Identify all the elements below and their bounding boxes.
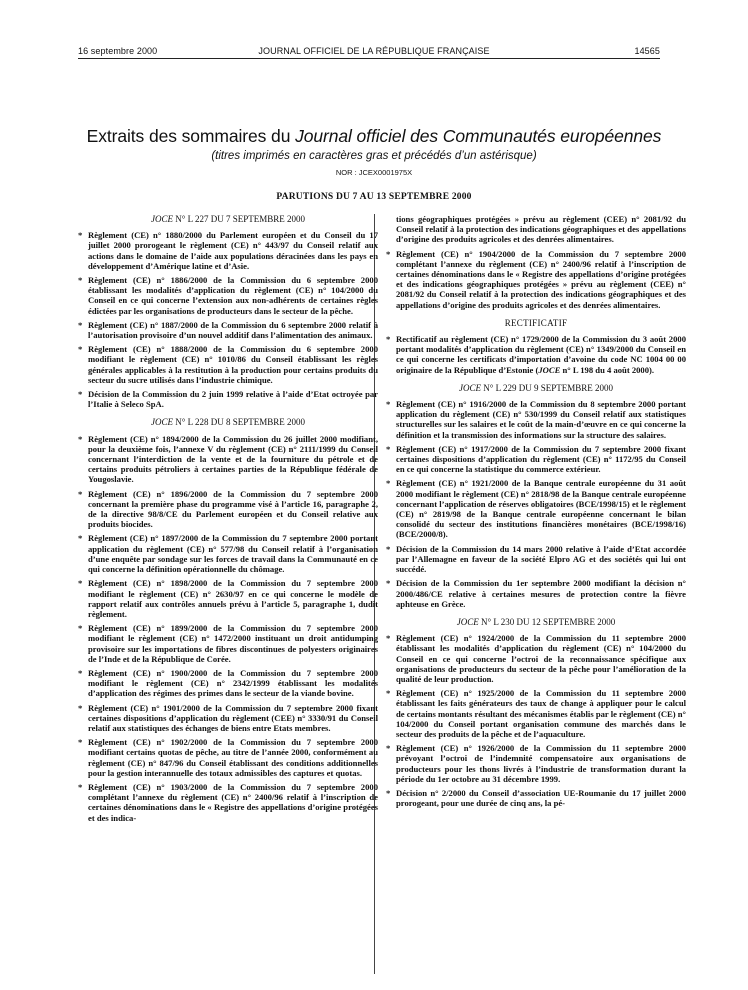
section-heading-text: N° L 230 DU 12 SEPTEMBRE 2000 <box>478 616 616 627</box>
entry-text: Rectificatif au règlement (CE) n° 1729/2000 de la Commission du 3 août 2000 portant modalités d’application du règlement (CE) n° 1349/2000 du Conseil en ce qui concerne les certificats d’importation d’avoine du code NC 1004 00 00 originaire de la République d’Estonie ( <box>396 334 686 375</box>
entry-text: tions géographiques protégées » prévu au règlement (CEE) n° 2081/92 du Conseil relatif à la protection des indications géographiques et des appellations d’origine des produits agricoles et des denrées alimentaires. <box>396 214 686 245</box>
asterisk-marker: * <box>78 578 83 589</box>
section-heading-text: N° L 228 DU 8 SEPTEMBRE 2000 <box>172 417 306 428</box>
entry-text: Règlement (CE) n° 1888/2000 de la Commission du 6 septembre 2000 modifiant le règlement (CE) n° 1010/86 du Conseil établissant les règles générales applicables à la restitution à la production pour certains produits du secteur du sucre utilisés dans l’industrie chimique. <box>88 344 378 385</box>
entry-text: Règlement (CE) n° 1924/2000 de la Commission du 11 septembre 2000 établissant les modalités d’application du règlement (CE) n° 104/2000 du Conseil en ce qui concerne l’octroi de la reconnaissance spécifique aux organisations de producteurs du secteur de la pêche pour l’amélioration de la qualité de leur production. <box>396 633 686 684</box>
entry-text: Règlement (CE) n° 1916/2000 de la Commission du 8 septembre 2000 portant application du règlement (CE) n° 530/1999 du Conseil relatif aux statistiques structurelles sur les salaires et le coût de la main-d’œuvre en ce qui concerne la définition et la transmission des informations sur la structure des salaires. <box>396 399 686 440</box>
list-item <box>78 623 378 664</box>
asterisk-marker: * <box>78 389 83 400</box>
entry-text: Règlement (CE) n° 1903/2000 de la Commission du 7 septembre 2000 complétant l’annexe du règlement (CE) n° 2400/96 relatif à l’inscription de certaines dénominations dans le « Registre des appellations d’origine protégées et des indica- <box>88 781 378 823</box>
entry-text: Décision n° 2/2000 du Conseil d’association UE-Roumanie du 17 juillet 2000 prorogeant, pour une durée de cinq ans, la pé- <box>396 787 686 809</box>
left-column <box>78 214 378 984</box>
joce-label: JOCE <box>150 214 173 224</box>
rectificatif-heading: RECTIFICATIF <box>504 317 568 328</box>
asterisk-marker: * <box>78 533 83 544</box>
entry-text: Règlement (CE) n° 1898/2000 de la Commission du 7 septembre 2000 modifiant le règlement (CE) n° 2630/97 en ce qui concerne le modèle de rapport relatif aux contrôles annuels prévu à l’article 5, paragraphe 1, dudit règlement. <box>88 578 378 619</box>
asterisk-marker: * <box>78 319 83 330</box>
list-item <box>386 399 686 440</box>
nor-reference: NOR : JCEX0001975X <box>335 168 413 177</box>
asterisk-marker: * <box>386 443 391 454</box>
asterisk-marker: * <box>386 248 391 259</box>
joce-label: JOCE <box>538 364 561 375</box>
entry-text: Règlement (CE) n° 1896/2000 de la Commission du 7 septembre 2000 concernant la première phase du programme visé à l’article 16, paragraphe 2, de la directive 98/8/CE du Parlement européen et du Conseil relative aux produits biocides. <box>88 488 378 530</box>
header-date: 16 septembre 2000 <box>78 46 158 56</box>
list-item <box>386 444 686 475</box>
section-heading-text: N° L 229 DU 9 SEPTEMBRE 2000 <box>480 382 614 393</box>
list-item <box>386 249 686 310</box>
entry-text: Décision de la Commission du 2 juin 1999 relative à l’aide d’Etat octroyée par l’Italie à Seleco SpA. <box>88 389 378 410</box>
asterisk-marker: * <box>78 344 83 355</box>
section-heading-text: N° L 227 DU 7 SEPTEMBRE 2000 <box>172 214 306 224</box>
entry-text: Règlement (CE) n° 1902/2000 de la Commission du 7 septembre 2000 modifiant certains quotas de pêche, au titre de l’année 2000, conformément au règlement (CE) n° 847/96 du Conseil établissant des conditions additionnelles pour la gestion interannuelle des totaux admissibles des captures et quotas. <box>88 737 378 778</box>
asterisk-marker: * <box>386 787 391 798</box>
asterisk-marker: * <box>78 667 83 678</box>
entry-text: Règlement (CE) n° 1894/2000 de la Commission du 26 juillet 2000 modifiant, pour la deuxième fois, l’annexe V du règlement (CE) n° 2111/1999 du Conseil concernant l’interdiction de la vente et de la fourniture du pétrole et de certains produits pétroliers à certaines parties de la République fédérale de Yougoslavie. <box>88 433 378 485</box>
asterisk-marker: * <box>386 478 391 489</box>
list-item <box>78 344 378 385</box>
list-item <box>386 544 686 575</box>
list-item <box>78 668 378 699</box>
asterisk-marker: * <box>78 737 83 748</box>
entry-text: Règlement (CE) n° 1880/2000 du Parlement européen et du Conseil du 17 juillet 2000 prorogeant le règlement (CE) n° 443/97 du Conseil relatif aux actions dans le domaine de l’aide aux populations déracinées dans les pays en développement d’Amérique latine et d’Asie. <box>88 230 378 271</box>
list-item <box>78 434 378 485</box>
asterisk-marker: * <box>386 633 391 644</box>
asterisk-marker: * <box>386 399 391 410</box>
entry-text: Règlement (CE) n° 1887/2000 de la Commission du 6 septembre 2000 relatif à l’autorisation provisoire d’un nouvel additif dans l’alimentation des animaux. <box>88 319 378 341</box>
list-item <box>386 788 686 808</box>
entry-text: Règlement (CE) n° 1901/2000 de la Commission du 7 septembre 2000 fixant certaines dispositions d’application du règlement (CEE) n° 3330/91 du Conseil relatif aux statistiques des échanges de biens entre Etats membres. <box>88 702 378 733</box>
asterisk-marker: * <box>78 702 83 713</box>
page-header <box>0 42 748 58</box>
document-subtitle: (titres imprimés en caractères gras et précédés d’un astérisque) <box>211 150 537 162</box>
asterisk-marker: * <box>78 230 83 241</box>
list-item <box>386 478 686 539</box>
asterisk-marker: * <box>78 488 83 499</box>
asterisk-marker: * <box>78 433 83 444</box>
list-item <box>78 737 378 778</box>
section-heading <box>78 417 378 427</box>
entry-text: Règlement (CE) n° 1900/2000 de la Commission du 7 septembre 2000 modifiant le règlement (CE) n° 2342/1999 établissant les modalités d’application des régimes des primes dans le secteur de la viande bovine. <box>88 667 378 699</box>
entry-text-end: n° L 198 du 4 août 2000). <box>560 364 655 375</box>
list-item <box>386 334 686 375</box>
list-item <box>78 320 378 340</box>
list-item <box>78 275 378 316</box>
asterisk-marker: * <box>78 275 83 286</box>
list-item <box>78 578 378 619</box>
entry-text: Règlement (CE) n° 1917/2000 de la Commission du 7 septembre 2000 fixant certaines dispositions d’application du règlement (CE) n° 1172/95 du Conseil en ce qui concerne la statistique du commerce extérieur. <box>396 443 686 475</box>
header-journal-title: JOURNAL OFFICIEL DE LA RÉPUBLIQUE FRANÇAISE <box>258 46 490 56</box>
list-item <box>386 578 686 609</box>
entry-text: Décision de la Commission du 1er septembre 2000 modifiant la décision n° 2000/486/CE relative à certaines mesures de protection contre la fièvre aphteuse en Grèce. <box>396 578 686 609</box>
asterisk-marker: * <box>78 623 83 634</box>
asterisk-marker: * <box>78 781 83 792</box>
entry-text: Règlement (CE) n° 1886/2000 de la Commission du 6 septembre 2000 établissant les modalités d’application du règlement (CE) n° 104/2000 du Conseil en ce qui concerne l’extension aux non-adhérents de certaines règles édictées par les organisations de producteurs dans le secteur de la pêche. <box>88 275 378 316</box>
list-item <box>78 533 378 574</box>
list-item <box>78 703 378 734</box>
list-item <box>78 389 378 409</box>
section-heading <box>386 617 686 627</box>
document-title <box>0 126 748 147</box>
list-item <box>386 688 686 739</box>
joce-label: JOCE <box>150 417 173 428</box>
header-rule <box>78 58 660 59</box>
title-part-1: Extraits des sommaires du <box>86 126 296 146</box>
parutions-heading: PARUTIONS DU 7 AU 13 SEPTEMBRE 2000 <box>276 192 472 202</box>
entry-text: Règlement (CE) n° 1921/2000 de la Banque centrale européenne du 31 août 2000 modifiant le règlement (CE) n° 2818/98 de la Banque centrale européenne concernant l’application de réserves obligatoires (BCE/1998/15) et le règlement (CE) n° 2819/98 de la Banque centrale européenne concernant le bilan consolidé du secteur des institutions financières monétaires (BCE/1998/16) (BCE/2000/8). <box>396 478 686 540</box>
entry-text: Règlement (CE) n° 1926/2000 de la Commission du 11 septembre 2000 prévoyant l’octroi de l’indemnité compensatoire aux organisations de producteurs pour les thons livrés à l’industrie de transformation durant la période du 1er octobre au 31 décembre 1999. <box>396 743 686 784</box>
list-item <box>78 782 378 823</box>
title-part-2: Journal officiel des Communautés européennes <box>295 126 662 146</box>
asterisk-marker: * <box>386 743 391 754</box>
section-heading <box>78 214 378 224</box>
header-page-number: 14565 <box>634 46 660 56</box>
joce-label: JOCE <box>458 382 481 393</box>
list-item <box>386 743 686 784</box>
list-item-continuation <box>386 214 686 245</box>
section-heading <box>386 383 686 393</box>
entry-text: Règlement (CE) n° 1899/2000 de la Commission du 7 septembre 2000 modifiant le règlement (CE) n° 1472/2000 instituant un droit antidumping provisoire sur les importations de fibres discontinues de polyesters originaires de l’Inde et de la République de Corée. <box>88 623 378 664</box>
entry-text: Règlement (CE) n° 1925/2000 de la Commission du 11 septembre 2000 établissant les faits générateurs des taux de change à appliquer pour le calcul de certains montants résultant des mécanismes établis par le règlement (CE) n° 104/2000 du Conseil portant organisation commune des marchés dans le secteur des produits de la pêche et de l’aquaculture. <box>396 688 686 739</box>
entry-text: Règlement (CE) n° 1904/2000 de la Commission du 7 septembre 2000 complétant l’annexe du règlement (CE) n° 2400/96 relatif à l’inscription de certaines dénominations dans le « Registre des appellations d’origine protégées et des indications géographiques protégées » prévu au règlement (CEE) n° 2081/92 du Conseil relatif à la protection des indications géographiques et des appellations d’origine des produits agricoles et des denrées alimentaires. <box>396 248 686 310</box>
asterisk-marker: * <box>386 334 391 345</box>
asterisk-marker: * <box>386 688 391 699</box>
right-column <box>386 214 686 984</box>
entry-text: Règlement (CE) n° 1897/2000 de la Commission du 7 septembre 2000 portant application du règlement (CE) n° 577/98 du Conseil relatif à l’organisation d’une enquête par sondage sur les forces de travail dans la Communauté en ce qui concerne la définition opérationnelle du chômage. <box>88 533 378 575</box>
list-item <box>386 633 686 684</box>
list-item <box>78 230 378 271</box>
list-item <box>78 489 378 530</box>
entry-text: Décision de la Commission du 14 mars 2000 relative à l’aide d’Etat accordée par l’Allemagne en faveur de la société Elpro AG et des sociétés qui lui ont succédé. <box>396 543 686 575</box>
asterisk-marker: * <box>386 543 391 554</box>
asterisk-marker: * <box>386 578 391 589</box>
joce-label: JOCE <box>456 616 479 627</box>
